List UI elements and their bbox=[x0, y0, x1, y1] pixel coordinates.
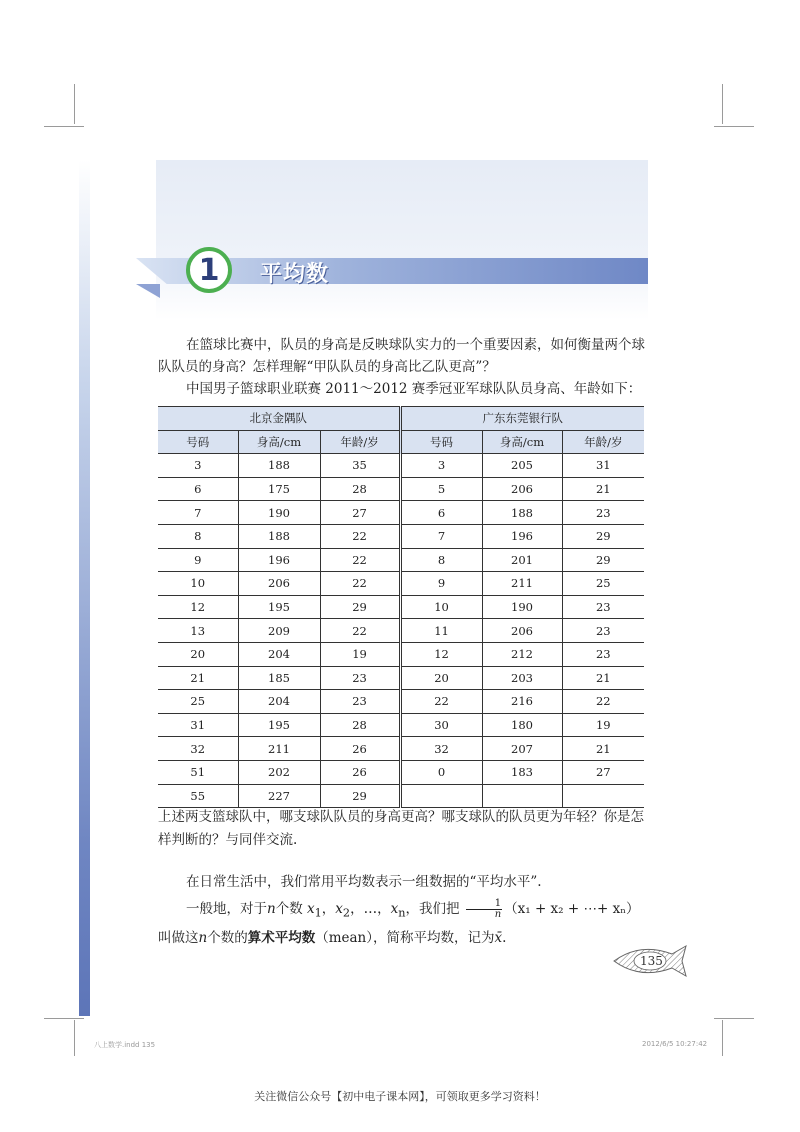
period: . bbox=[502, 929, 507, 946]
table-cell: 212 bbox=[482, 642, 562, 666]
table-row bbox=[158, 454, 644, 478]
section-number-badge: 1 bbox=[186, 247, 232, 293]
crop-mark-br-h bbox=[714, 1018, 754, 1019]
table-cell: 10 bbox=[158, 572, 238, 596]
subscript: n bbox=[398, 906, 406, 920]
definition-text: 个数的 bbox=[207, 929, 248, 946]
table-cell: 9 bbox=[400, 572, 482, 596]
table-cell: 27 bbox=[320, 501, 400, 525]
table-cell: 32 bbox=[158, 737, 238, 761]
table-cell: 22 bbox=[320, 548, 400, 572]
var-x: x bbox=[307, 901, 315, 917]
mean-definition: 一般地，对于n个数 $x_1$，$x_2$，…，$x_n$，我们把 $\frac{1}{n}$ （x₁ + x₂ + ⋯+ xₙ）叫做这n个数的算术平均数（mean），简称平均数，记为x̄. bbox=[158, 898, 640, 946]
table-cell: 29 bbox=[320, 595, 400, 619]
table-cell: 201 bbox=[482, 548, 562, 572]
table-cell: 25 bbox=[562, 572, 644, 596]
table-row bbox=[158, 477, 644, 501]
footer-notice: 关注微信公众号【初中电子课本网】，可领取更多学习资料！ bbox=[254, 1090, 546, 1103]
table-cell: 188 bbox=[238, 524, 320, 548]
table-cell: 23 bbox=[562, 595, 644, 619]
page-number: 135 bbox=[640, 954, 663, 968]
table-cell: 22 bbox=[320, 619, 400, 643]
table-row bbox=[158, 548, 644, 572]
table-cell: 29 bbox=[562, 524, 644, 548]
var-n: n bbox=[267, 901, 276, 917]
table-cell: 22 bbox=[400, 690, 482, 714]
fraction-denominator: n bbox=[494, 909, 502, 920]
table-cell: 12 bbox=[158, 595, 238, 619]
table-cell: 190 bbox=[482, 595, 562, 619]
team-a-header: 北京金隅队 bbox=[158, 407, 400, 431]
column-header: 年龄/岁 bbox=[562, 430, 644, 454]
table-cell: 203 bbox=[482, 666, 562, 690]
table-cell: 32 bbox=[400, 737, 482, 761]
table-cell: 23 bbox=[320, 666, 400, 690]
crop-mark-br-v bbox=[722, 1020, 723, 1056]
table-cell: 31 bbox=[158, 713, 238, 737]
table-cell: 202 bbox=[238, 760, 320, 784]
table-cell: 31 bbox=[562, 454, 644, 478]
table-cell: 26 bbox=[320, 760, 400, 784]
table-body bbox=[158, 454, 644, 808]
subscript: 1 bbox=[314, 906, 322, 920]
table-cell: 10 bbox=[400, 595, 482, 619]
table-cell: 29 bbox=[562, 548, 644, 572]
ellipsis: ，…， bbox=[350, 901, 391, 917]
definition-text: 一般地，对于 bbox=[186, 901, 267, 917]
intro-paragraph: 在篮球比赛中，队员的身高是反映球队实力的一个重要因素，如何衡量两个球队队员的身高？怎样理解“甲队队员的身高比乙队更高”？ bbox=[158, 337, 645, 375]
crop-mark-tl-v bbox=[74, 84, 75, 124]
table-cell: 26 bbox=[320, 737, 400, 761]
table-cell: 211 bbox=[482, 572, 562, 596]
table-cell: 195 bbox=[238, 713, 320, 737]
table-cell: 55 bbox=[158, 784, 238, 808]
table-cell: 0 bbox=[400, 760, 482, 784]
section-title: 平均数 bbox=[260, 262, 330, 287]
table-cell: 6 bbox=[400, 501, 482, 525]
table-cell: 21 bbox=[562, 666, 644, 690]
table-cell: 6 bbox=[158, 477, 238, 501]
table-cell: 11 bbox=[400, 619, 482, 643]
table-cell: 216 bbox=[482, 690, 562, 714]
team-b-header: 广东东莞银行队 bbox=[400, 407, 644, 431]
table-cell: 19 bbox=[562, 713, 644, 737]
table-row bbox=[158, 619, 644, 643]
table-cell: 8 bbox=[400, 548, 482, 572]
subscript: 2 bbox=[342, 906, 351, 920]
table-row bbox=[158, 713, 644, 737]
table-cell: 27 bbox=[562, 760, 644, 784]
table-row bbox=[158, 595, 644, 619]
table-cell: 190 bbox=[238, 501, 320, 525]
var-x: x bbox=[335, 901, 343, 917]
column-header: 身高/cm bbox=[238, 430, 320, 454]
table-cell: 207 bbox=[482, 737, 562, 761]
crop-mark-tr-h bbox=[714, 126, 754, 127]
column-header: 年龄/岁 bbox=[320, 430, 400, 454]
table-cell: 28 bbox=[320, 477, 400, 501]
discussion-question: 上述两支篮球队中，哪支球队队员的身高更高？哪支球队的队员更为年轻？你是怎样判断的？与同伴交流. bbox=[158, 809, 644, 848]
table-cell: 209 bbox=[238, 619, 320, 643]
table-cell bbox=[400, 784, 482, 808]
definition-text: ，我们把 bbox=[405, 901, 460, 917]
fraction-numerator: 1 bbox=[466, 899, 502, 910]
table-cell: 12 bbox=[400, 642, 482, 666]
print-slug-right: 2012/6/5 10:27:42 bbox=[642, 1040, 708, 1048]
table-row bbox=[158, 572, 644, 596]
table-cell: 29 bbox=[320, 784, 400, 808]
table-row bbox=[158, 737, 644, 761]
table-row bbox=[158, 784, 644, 808]
crop-mark-tr-v bbox=[722, 84, 723, 124]
key-term: 算术平均数 bbox=[247, 929, 316, 946]
table-cell: 196 bbox=[238, 548, 320, 572]
definition-text: 叫做这 bbox=[158, 929, 199, 946]
fraction bbox=[466, 899, 502, 920]
table-cell: 19 bbox=[320, 642, 400, 666]
print-slug-left: 八上数学.indd 135 bbox=[94, 1041, 156, 1049]
table-cell: 28 bbox=[320, 713, 400, 737]
crop-mark-bl-v bbox=[74, 1020, 75, 1056]
table-cell: 20 bbox=[158, 642, 238, 666]
table-row bbox=[158, 666, 644, 690]
table-cell: 25 bbox=[158, 690, 238, 714]
table-row bbox=[158, 642, 644, 666]
table-cell: 227 bbox=[238, 784, 320, 808]
table-caption: 中国男子篮球职业联赛 2011～2012 赛季冠亚军球队队员身高、年龄如下： bbox=[186, 381, 642, 397]
table-cell: 13 bbox=[158, 619, 238, 643]
left-decorative-bar bbox=[79, 160, 90, 1016]
table-cell: 206 bbox=[482, 477, 562, 501]
table-cell: 9 bbox=[158, 548, 238, 572]
table-cell bbox=[482, 784, 562, 808]
table-cell: 188 bbox=[482, 501, 562, 525]
table-cell: 8 bbox=[158, 524, 238, 548]
table-cell: 180 bbox=[482, 713, 562, 737]
table-cell: 206 bbox=[238, 572, 320, 596]
crop-mark-bl-h bbox=[44, 1018, 84, 1019]
header-band bbox=[156, 160, 648, 320]
crop-mark-tl-h bbox=[44, 126, 84, 127]
table-cell: 22 bbox=[320, 524, 400, 548]
table-cell: 205 bbox=[482, 454, 562, 478]
table-cell: 3 bbox=[400, 454, 482, 478]
table-cell: 22 bbox=[320, 572, 400, 596]
height-age-table bbox=[158, 406, 644, 808]
table-cell: 5 bbox=[400, 477, 482, 501]
table-row bbox=[158, 760, 644, 784]
table-cell: 206 bbox=[482, 619, 562, 643]
table-cell: 21 bbox=[562, 737, 644, 761]
table-cell: 7 bbox=[400, 524, 482, 548]
definition-text: 个数 bbox=[275, 901, 303, 917]
table-cell: 21 bbox=[562, 477, 644, 501]
table-cell: 35 bbox=[320, 454, 400, 478]
table-row bbox=[158, 501, 644, 525]
table-cell: 23 bbox=[562, 642, 644, 666]
table-cell: 183 bbox=[482, 760, 562, 784]
table-cell: 188 bbox=[238, 454, 320, 478]
daily-life-note: 在日常生活中，我们常用平均数表示一组数据的“平均水平”. bbox=[186, 874, 542, 890]
table-cell: 211 bbox=[238, 737, 320, 761]
table-cell: 23 bbox=[320, 690, 400, 714]
table-cell: 3 bbox=[158, 454, 238, 478]
table-cell: 195 bbox=[238, 595, 320, 619]
table-cell: 51 bbox=[158, 760, 238, 784]
table-cell: 23 bbox=[562, 619, 644, 643]
table-cell: 196 bbox=[482, 524, 562, 548]
table-cell bbox=[562, 784, 644, 808]
table-cell: 185 bbox=[238, 666, 320, 690]
table-cell: 204 bbox=[238, 690, 320, 714]
sum-expression: （x₁ + x₂ + ⋯+ xₙ） bbox=[504, 901, 640, 917]
var-n: n bbox=[198, 929, 208, 946]
definition-text: （mean），简称平均数，记为 bbox=[315, 929, 495, 946]
table-cell: 30 bbox=[400, 713, 482, 737]
table-cell: 175 bbox=[238, 477, 320, 501]
table-row bbox=[158, 690, 644, 714]
table-cell: 20 bbox=[400, 666, 482, 690]
table-cell: 204 bbox=[238, 642, 320, 666]
table-cell: 22 bbox=[562, 690, 644, 714]
column-header-row bbox=[158, 430, 644, 454]
column-header: 身高/cm bbox=[482, 430, 562, 454]
var-x: x bbox=[390, 901, 399, 917]
table-row bbox=[158, 524, 644, 548]
column-header: 号码 bbox=[400, 430, 482, 454]
x-bar-symbol: x̄ bbox=[494, 929, 503, 946]
title-bar-fold bbox=[136, 284, 160, 298]
table-cell: 21 bbox=[158, 666, 238, 690]
team-header-row bbox=[158, 407, 644, 431]
column-header: 号码 bbox=[158, 430, 238, 454]
table-cell: 7 bbox=[158, 501, 238, 525]
table-cell: 23 bbox=[562, 501, 644, 525]
